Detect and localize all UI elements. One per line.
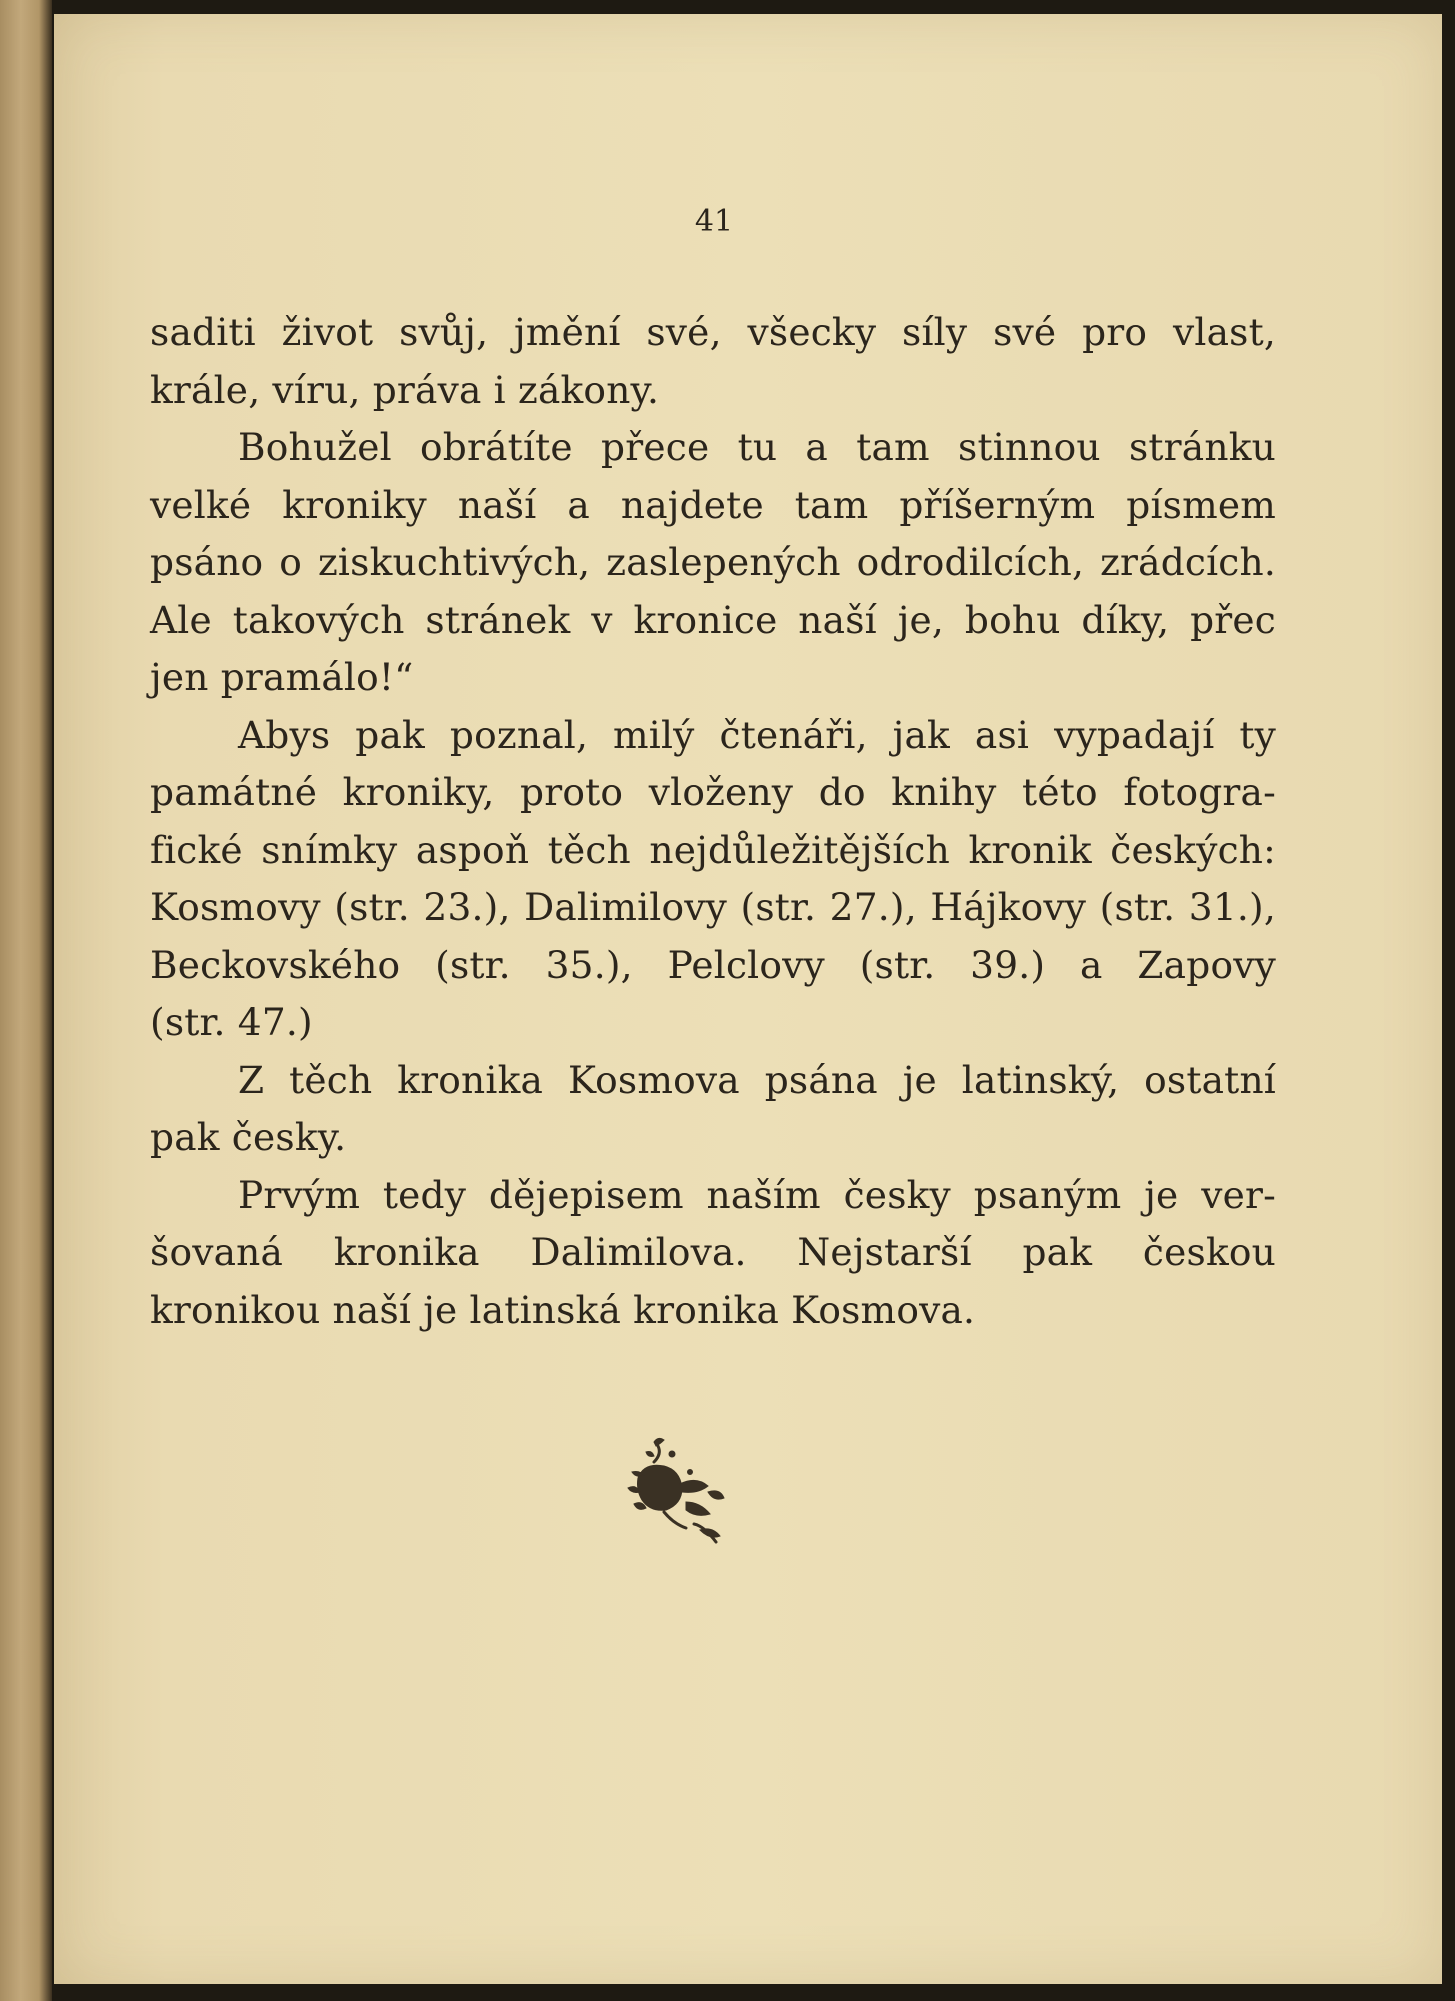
- text-line: velké kroniky naší a najdete tam příšerným písmem: [150, 482, 1276, 527]
- text-line: šovaná kronika Dalimilova. Nejstarší pak českou: [150, 1230, 1276, 1274]
- text-line: fické snímky aspoň těch nejdůležitějších kronik českých:: [150, 827, 1276, 872]
- text-line: jen pramálo!“: [150, 655, 414, 699]
- book-page: [54, 14, 1442, 1984]
- text-line: saditi život svůj, jmění své, všecky síly své pro vlast,: [150, 310, 1276, 354]
- text-line: Bohužel obrátíte přece tu a tam stinnou stránku: [238, 425, 1276, 469]
- text-line: pak česky.: [150, 1115, 347, 1159]
- text-line: psáno o ziskuchtivých, zaslepených odrodilcích, zrádcích.: [150, 540, 1276, 584]
- text-line: Prvým tedy dějepisem naším česky psaným je ver-: [238, 1172, 1276, 1217]
- floral-vignette-icon: [624, 1432, 734, 1552]
- text-line: Kosmovy (str. 23.), Dalimilovy (str. 27.), Hájkovy (str. 31.),: [150, 885, 1276, 929]
- text-line: Abys pak poznal, milý čtenáři, jak asi vypadají ty: [238, 712, 1276, 757]
- text-line: krále, víru, práva i zákony.: [150, 367, 660, 412]
- facing-page-edge: [0, 0, 52, 2001]
- page-number: 41: [694, 204, 734, 239]
- text-line: Ale takových stránek v kronice naší je, bohu díky, přec: [150, 597, 1276, 642]
- text-line: kronikou naší je latinská kronika Kosmova.: [150, 1287, 976, 1332]
- text-line: památné kroniky, proto vloženy do knihy této fotogra-: [150, 770, 1276, 814]
- text-line: Beckovského (str. 35.), Pelclovy (str. 39.) a Zapovy: [150, 942, 1276, 987]
- text-line: (str. 47.): [150, 1000, 313, 1044]
- body-text: [150, 304, 1276, 1339]
- text-line: Z těch kronika Kosmova psána je latinský, ostatní: [238, 1057, 1276, 1102]
